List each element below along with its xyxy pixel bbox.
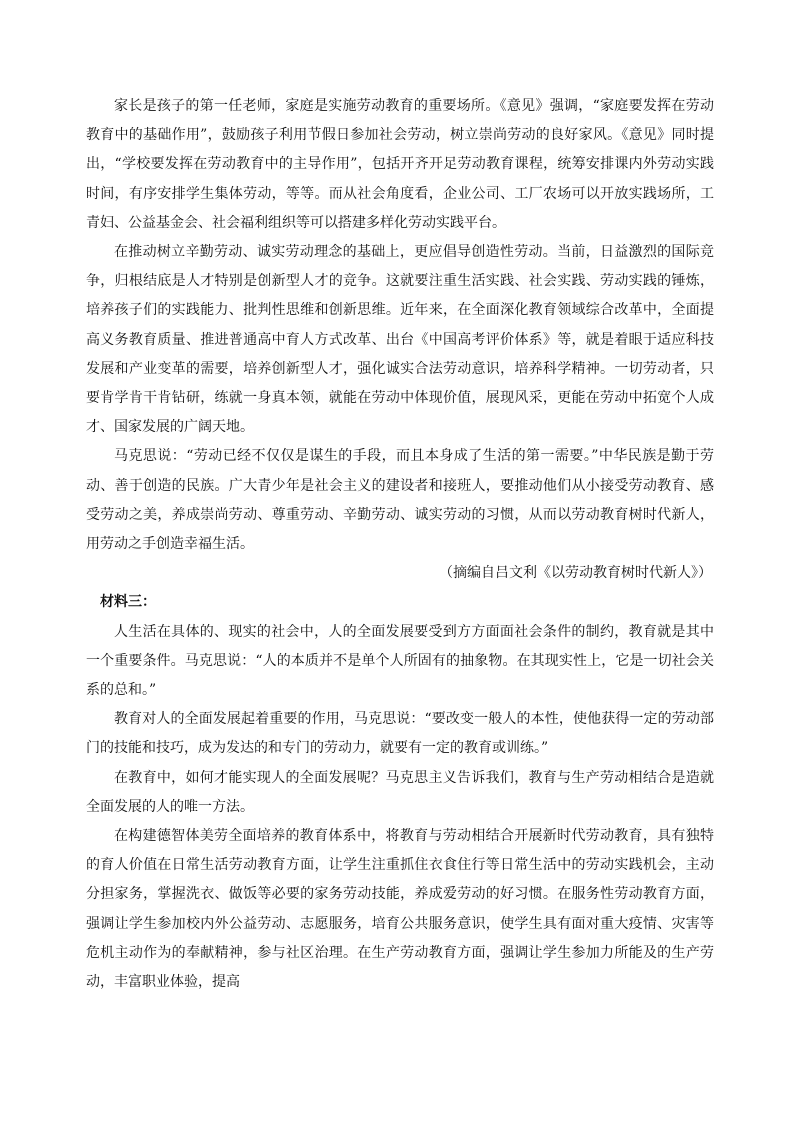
source-citation: （摘编自吕文利《以劳动教育树时代新人》）: [439, 565, 712, 582]
paragraph-marx-labor-need: 马克思说：“劳动已经不仅仅是谋生的手段，而且本身成了生活的第一需要。”中华民族是勤于劳动、善于创造的民族。广大青少年是社会主义的建设者和接班人，要推动他们从小接受劳动教育、感受劳动之美，养成崇尚劳动、尊重劳动、辛勤劳动、诚实劳动的习惯，从而以劳动教育树时代新人，用劳动之手创造幸福生活。: [86, 448, 714, 553]
paragraph-social-conditions: 人生活在具体的、现实的社会中，人的全面发展要受到方方面面社会条件的制约，教育就是其中一个重要条件。马克思说：“人的本质并不是单个人所固有的抽象物。在其现实性上，它是一切社会关系的总和。”: [86, 623, 714, 699]
section-heading-material3: 材料三：: [100, 594, 156, 611]
paragraph-creative-labor: 在推动树立辛勤劳动、诚实劳动理念的基础上，更应倡导创造性劳动。当前，日益激烈的国际竞争，归根结底是人才特别是创新型人才的竞争。这就要注重生活实践、社会实践、劳动实践的锤炼，培养孩子们的实践能力、批判性思维和创新思维。近年来，在全面深化教育领域综合改革中，全面提高义务教育质量、推进普通高中育人方式改革、出台《中国高考评价体系》等，就是着眼于适应科技发展和产业变革的需要，培养创新型人才，强化诚实合法劳动意识，培养科学精神。一切劳动者，只要肯学肯干肯钻研，练就一身真本领，就能在劳动中体现价值，展现风采，更能在劳动中拓宽个人成才、国家发展的广阔天地。: [86, 244, 714, 436]
paragraph-education-system: 在构建德智体美劳全面培养的教育体系中，将教育与劳动相结合开展新时代劳动教育，具有独特的育人价值在日常生活劳动教育方面，让学生注重抓住衣食住行等日常生活中的劳动实践机会，主动分担家务，掌握洗衣、做饭等必要的家务劳动技能，养成爱劳动的好习惯。在服务性劳动教育方面，强调让学生参加校内外公益劳动、志愿服务，培育公共服务意识，使学生具有面对重大疫情、灾害等危机主动作为的奉献精神，参与社区治理。在生产劳动教育方面，强调让学生参加力所能及的生产劳动，丰富职业体验，提高: [86, 828, 714, 991]
document-page: [86, 92, 714, 997]
paragraph-education-labor-combination: 在教育中，如何才能实现人的全面发展呢？马克思主义告诉我们，教育与生产劳动相结合是造就全面发展的人的唯一方法。: [86, 769, 714, 815]
paragraph-education-role: 教育对人的全面发展起着重要的作用，马克思说：“要改变一般人的本性，使他获得一定的劳动部门的技能和技巧，成为发达的和专门的劳动力，就要有一定的教育或训练。”: [86, 711, 714, 757]
paragraph-family-labor-education: 家长是孩子的第一任老师，家庭是实施劳动教育的重要场所。《意见》强调，“家庭要发挥在劳动教育中的基础作用”，鼓励孩子利用节假日参加社会劳动，树立崇尚劳动的良好家风。《意见》同时提出，“学校要发挥在劳动教育中的主导作用”，包括开齐开足劳动教育课程，统筹安排课内外劳动实践时间，有序安排学生集体劳动，等等。而从社会角度看，企业公司、工厂农场可以开放实践场所，工青妇、公益基金会、社会福利组织等可以搭建多样化劳动实践平台。: [86, 98, 714, 231]
